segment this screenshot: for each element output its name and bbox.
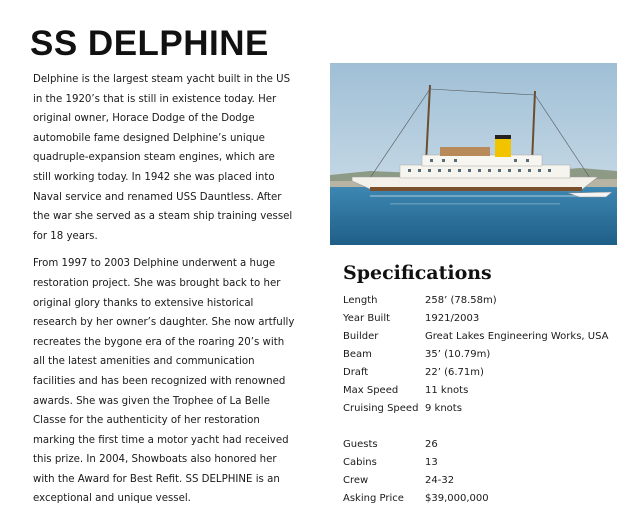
spec-label: Cruising Speed — [343, 403, 419, 414]
spec-row-max-speed — [343, 382, 608, 400]
spec-label: Draft — [343, 367, 369, 378]
spec-value: 26 — [425, 439, 438, 450]
spec-row-guests — [343, 436, 608, 454]
spec-label: Beam — [343, 349, 372, 360]
spec-row-cabins — [343, 454, 608, 472]
description-paragraph: From 1997 to 2003 Delphine underwent a huge restoration project. She was brought back to her original glory thanks to extensive historical research by her owner’s daughter. She now artfully recreates the bygone era of the roaring 20’s with all the latest amenities and communication facilities and has been recognized with renowned awards. She was given the Trophee of La Belle Classe for the authenticity of her restoration marking the first time a motor yacht had received this prize. In 2004, Showboats also honored her with the Award for Best Refit. SS DELPHINE is an exceptional and unique vessel. — [33, 258, 295, 505]
spec-row-cruising-speed — [343, 400, 608, 418]
spec-row-crew — [343, 472, 608, 490]
spec-label: Cabins — [343, 457, 377, 468]
spec-value: 1921/2003 — [425, 313, 480, 324]
spec-label: Guests — [343, 439, 378, 450]
spec-value: 22’ (6.71m) — [425, 367, 484, 378]
spec-label: Builder — [343, 331, 379, 342]
spec-value: 258’ (78.58m) — [425, 295, 497, 306]
spec-label: Max Speed — [343, 385, 399, 396]
spec-value: 24-32 — [425, 475, 455, 486]
page-title: SS DELPHINE — [30, 24, 269, 63]
spec-label: Crew — [343, 475, 369, 486]
spec-value: 13 — [425, 457, 438, 468]
specifications-heading: Specifications — [343, 262, 492, 284]
spec-row-beam — [343, 346, 608, 364]
spec-value: Great Lakes Engineering Works, USA — [425, 331, 609, 342]
funnel-band — [495, 135, 511, 139]
spec-divider — [343, 418, 608, 436]
description-paragraph: Delphine is the largest steam yacht built in the US in the 1920’s that is still in existence today. Her original owner, Horace Dodge of the Dodge automobile fame designed Delphine’s unique quadruple-expansion steam engines, which are still working today. In 1942 she was placed into Naval service and renamed USS Dauntless. After the war she served as a steam ship training vessel for 18 years. — [33, 74, 293, 242]
spec-row-year-built — [343, 310, 608, 328]
spec-row-draft — [343, 364, 608, 382]
bridge — [440, 147, 490, 156]
spec-value: $39,000,000 — [425, 493, 489, 504]
spec-value: 11 knots — [425, 385, 469, 396]
spec-value: 9 knots — [425, 403, 462, 414]
specifications-table — [343, 292, 608, 508]
yacht-illustration — [330, 63, 617, 245]
yacht-photo — [330, 63, 617, 245]
main-deck-house — [400, 165, 570, 178]
spec-label: Year Built — [343, 313, 391, 324]
spec-row-builder — [343, 328, 608, 346]
spec-row-length — [343, 292, 608, 310]
upper-deck-house — [422, 155, 542, 166]
description-column — [33, 70, 295, 517]
spec-value: 35’ (10.79m) — [425, 349, 491, 360]
boot-stripe — [370, 187, 582, 191]
spec-label: Asking Price — [343, 493, 404, 504]
spec-label: Length — [343, 295, 378, 306]
